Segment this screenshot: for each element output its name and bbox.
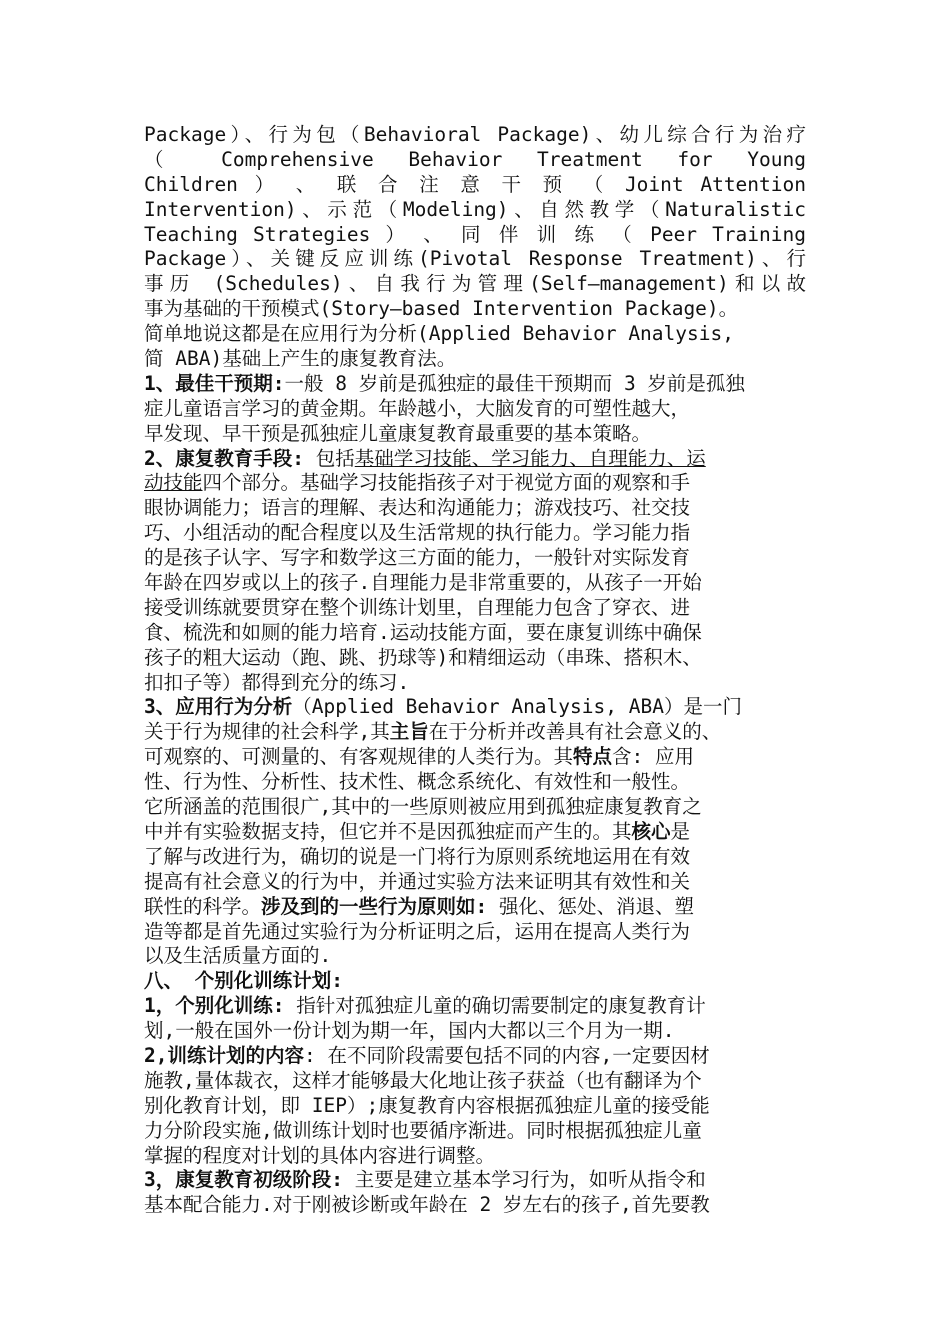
text-line <box>144 1144 806 1169</box>
body-text: 性、行为性、分析性、技术性、概念系统化、有效性和一般性。 <box>144 770 691 794</box>
body-text: 包括 <box>303 446 355 470</box>
text-line <box>144 571 806 596</box>
bold-heading-text: 特点 <box>573 745 613 769</box>
text-line <box>144 745 806 770</box>
text-line <box>144 322 806 347</box>
bold-heading-text: 主旨 <box>389 720 429 744</box>
text-line <box>144 347 806 372</box>
text-line <box>144 521 806 546</box>
bold-heading-text: 涉及到的一些行为原则如: <box>261 894 488 918</box>
text-line <box>144 123 806 148</box>
body-text: 可观察的、可测量的、有客观规律的人类行为。其 <box>144 745 574 769</box>
body-text: Teaching Strategies ） 、 同 伴 训 练 （ Peer Training <box>144 222 806 246</box>
text-line <box>144 920 806 945</box>
body-text: 联性的科学。 <box>144 894 262 918</box>
body-text: （ Comprehensive Behavior Treatment for Young <box>144 147 806 171</box>
body-text: 掌握的程度对计划的具体内容进行调整。 <box>144 1143 496 1167</box>
body-text: 孩子的粗大运动（跑、跳、扔球等)和精细运动（串珠、搭积木、 <box>144 645 702 669</box>
body-text: 力分阶段实施,做训练计划时也要循序渐进。同时根据孤独症儿童 <box>144 1118 702 1142</box>
text-line <box>144 596 806 621</box>
body-text: Package）、关键反应训练(Pivotal Response Treatment)、行 <box>144 247 806 271</box>
text-line <box>144 845 806 870</box>
body-text: 基本配合能力.对于刚被诊断或年龄在 2 岁左右的孩子,首先要教 <box>144 1193 710 1217</box>
text-line <box>144 447 806 472</box>
body-text: 在于分析并改善具有社会意义的、 <box>428 720 722 744</box>
body-text: 造等都是首先通过实验行为分析证明之后，运用在提高人类行为 <box>144 919 691 943</box>
bold-heading-text: 1，个别化训练: <box>144 994 285 1018</box>
body-text: 强化、惩处、消退、塑 <box>487 894 695 918</box>
text-line <box>144 870 806 895</box>
underlined-text: 基础学习技能、学习能力、自理能力、运 <box>354 446 706 470</box>
text-line <box>144 994 806 1019</box>
text-line <box>144 621 806 646</box>
text-line <box>144 695 806 720</box>
body-text: Children ） 、 联 合 注 意 干 预 （ Joint Attention <box>144 172 806 196</box>
text-line <box>144 471 806 496</box>
body-text: 关于行为规律的社会科学,其 <box>144 720 390 744</box>
bold-heading-text: 3、应用行为分析 <box>144 695 293 719</box>
text-line <box>144 795 806 820</box>
text-line <box>144 720 806 745</box>
body-text: Intervention)、示范（Modeling)、自然教学（Naturalistic <box>144 197 806 221</box>
bold-heading-text: 3，康复教育初级阶段: <box>144 1168 343 1192</box>
text-line <box>144 671 806 696</box>
body-text: 食、梳洗和如厕的能力培育.运动技能方面，要在康复训练中确保 <box>144 620 702 644</box>
text-line <box>144 1193 806 1218</box>
bold-heading-text: 八、 个别化训练计划: <box>144 969 343 993</box>
body-text: 是 <box>670 819 691 843</box>
body-text: 划,一般在国外一份计划为期一年，国内大都以三个月为一期. <box>144 1019 675 1043</box>
body-text: 一般 8 岁前是孤独症的最佳干预期而 3 岁前是孤独 <box>284 371 745 395</box>
bold-heading-text: 1、最佳干预期: <box>144 371 285 395</box>
body-text: 症儿童语言学习的黄金期。年龄越小，大脑发育的可塑性越大， <box>144 396 691 420</box>
body-text: 以及生活质量方面的. <box>144 944 332 968</box>
body-text: 四个部分。基础学习技能指孩子对于视觉方面的观察和手 <box>202 471 691 495</box>
body-text: 事为基础的干预模式(Story—based Intervention Package)。 <box>144 297 739 321</box>
text-line <box>144 1168 806 1193</box>
text-line <box>144 247 806 272</box>
text-line <box>144 1019 806 1044</box>
body-text: : 在不同阶段需要包括不同的内容,一定要因材 <box>303 1043 710 1067</box>
text-line <box>144 198 806 223</box>
text-line <box>144 1119 806 1144</box>
body-text: 别化教育计划，即 IEP）;康复教育内容根据孤独症儿童的接受能 <box>144 1093 710 1117</box>
body-text: 眼协调能力；语言的理解、表达和沟通能力；游戏技巧、社交技 <box>144 496 691 520</box>
text-line <box>144 969 806 994</box>
body-text: 接受训练就要贯穿在整个训练计划里，自理能力包含了穿衣、进 <box>144 595 691 619</box>
text-line <box>144 646 806 671</box>
bold-heading-text: 2、康复教育手段: <box>144 446 304 470</box>
text-line <box>144 770 806 795</box>
body-text: 主要是建立基本学习行为，如听从指令和 <box>342 1168 706 1192</box>
text-line <box>144 895 806 920</box>
text-line <box>144 944 806 969</box>
body-text: 简 ABA)基础上产生的康复教育法。 <box>144 347 457 371</box>
text-line <box>144 546 806 571</box>
body-text: 扣扣子等）都得到充分的练习. <box>144 670 410 694</box>
body-text: 的是孩子认字、写字和数学这三方面的能力，一般针对实际发育 <box>144 546 691 570</box>
body-text: 事历 (Schedules)、自我行为管理(Self—management)和以故 <box>144 272 806 296</box>
body-text: Package）、行为包（Behavioral Package)、幼儿综合行为治疗 <box>144 123 806 146</box>
text-line <box>144 496 806 521</box>
body-text: 提高有社会意义的行为中，并通过实验方法来证明其有效性和关 <box>144 869 691 893</box>
body-text: 巧、小组活动的配合程度以及生活常规的执行能力。学习能力指 <box>144 521 691 545</box>
body-text: （Applied Behavior Analysis, ABA）是一门 <box>292 695 742 719</box>
body-text: 年龄在四岁或以上的孩子.自理能力是非常重要的，从孩子一开始 <box>144 571 702 595</box>
body-text: 指针对孤独症儿童的确切需要制定的康复教育计 <box>284 994 706 1018</box>
text-line <box>144 223 806 248</box>
document-body <box>144 123 806 1218</box>
text-line <box>144 1069 806 1094</box>
text-line <box>144 272 806 297</box>
body-text: 含: 应用 <box>612 745 695 769</box>
text-line <box>144 397 806 422</box>
body-text: 中并有实验数据支持，但它并不是因孤独症而产生的。其 <box>144 819 632 843</box>
bold-heading-text: 2,训练计划的内容 <box>144 1043 304 1067</box>
body-text: 简单地说这都是在应用行为分析(Applied Behavior Analysis, <box>144 322 734 346</box>
bold-heading-text: 核心 <box>631 819 671 843</box>
body-text: 它所涵盖的范围很广,其中的一些原则被应用到孤独症康复教育之 <box>144 795 702 819</box>
text-line <box>144 297 806 322</box>
body-text: 施教,量体裁衣，这样才能够最大化地让孩子获益（也有翻译为个 <box>144 1068 702 1092</box>
body-text: 了解与改进行为，确切的说是一门将行为原则系统地运用在有效 <box>144 844 691 868</box>
text-line <box>144 422 806 447</box>
text-line <box>144 372 806 397</box>
text-line <box>144 820 806 845</box>
text-line <box>144 1044 806 1069</box>
body-text: 早发现、早干预是孤独症儿童康复教育最重要的基本策略。 <box>144 421 652 445</box>
underlined-text: 动技能 <box>144 471 203 495</box>
text-line <box>144 173 806 198</box>
text-line <box>144 148 806 173</box>
text-line <box>144 1094 806 1119</box>
